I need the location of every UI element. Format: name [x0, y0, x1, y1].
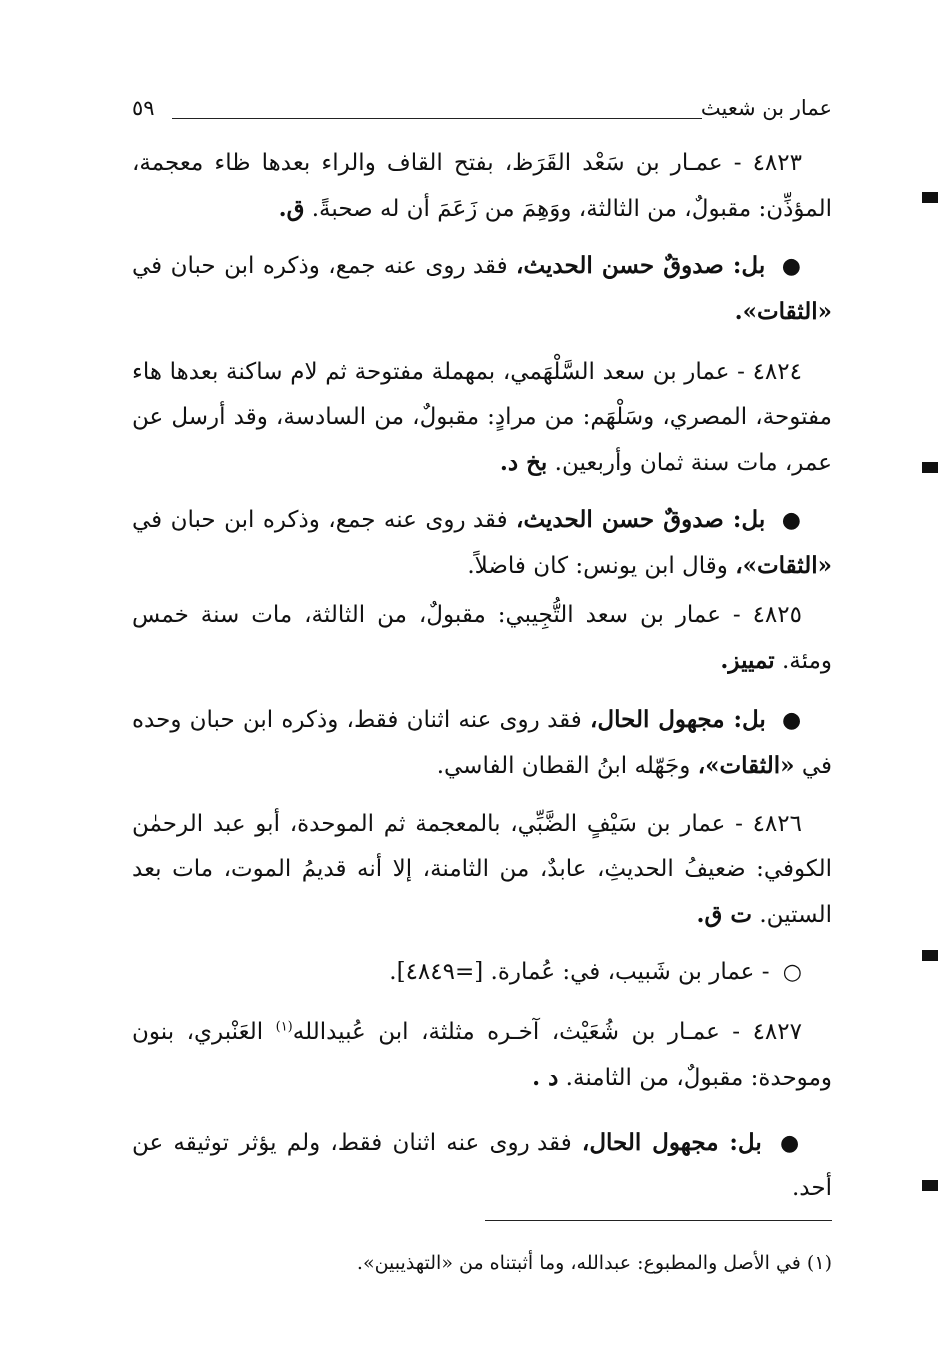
page-header [132, 96, 832, 130]
footnote-reference: (١) [275, 1019, 293, 1035]
entry-4824 [132, 350, 832, 486]
comment-quote: «الثقات»، [697, 752, 795, 779]
comment-verdict: بل: مجهول الحال، [581, 1129, 762, 1156]
entry-4827 [132, 1010, 832, 1101]
page-edge-mark [922, 192, 938, 203]
comment-text: فقد روى عنه اثنان فقط، وذكره ابن حبان وحده في [132, 707, 832, 779]
footnote: (١) في الأصل والمطبوع: عبدالله، وما أثبتناه من «التهذيبين». [356, 1252, 832, 1274]
bullet-icon: ● [781, 708, 802, 733]
entry-siglum: ق. [278, 195, 305, 222]
cross-reference [132, 950, 832, 995]
entry-4825 [132, 593, 832, 684]
bullet-icon: ● [781, 254, 803, 279]
comment-4824 [132, 497, 832, 589]
comment-text: فقد روى عنه جمع، وذكره ابن حبان في [132, 253, 508, 279]
comment-verdict: بل: مجهول الحال، [589, 706, 766, 733]
comment-text: فقد روى عنه اثنان فقط، ولم يؤثر توثيقه عن أحد. [132, 1130, 832, 1201]
entry-text: ٤٨٢٤ - عمار بن سعد السَّلْهَمي، بمهملة مفتوحة ثم لام ساكنة بعدها هاء مفتوحة، المصري، وسَلْهَم: من مرادٍ: مقبولٌ، من السادسة، وقد أرسل عن عمر، مات سنة ثمان وأربعين. [132, 359, 832, 476]
comment-quote: «الثقات»، [735, 552, 832, 579]
bullet-icon: ● [781, 508, 803, 533]
page-edge-mark [922, 1180, 938, 1191]
entry-text: ٤٨٢٣ - عمـار بن سَعْد القَرَظ، بفتح القاف والراء بعدها ظاء معجمة، المؤذِّن: مقبولٌ، من الثالثة، ووَهِمَ من زَعَمَ أن له صحبةً. [132, 150, 832, 222]
entry-4823 [132, 141, 832, 232]
comment-4823 [132, 243, 832, 335]
entry-text: ٤٨٢٧ - عمـار بن شُعَيْث، آخـره مثلثة، ابن عُبيدالله [292, 1019, 802, 1045]
comment-text: فقد روى عنه جمع، وذكره ابن حبان في [132, 507, 508, 533]
circle-icon: ○ [782, 960, 802, 985]
entry-siglum: د . [532, 1064, 559, 1091]
entry-siglum: بخ د. [499, 449, 548, 476]
cross-reference-text: - عمار بن شَبيب، في: عُمارة. [=٤٨٤٩]. [389, 959, 770, 985]
page-number: ٥٩ [132, 96, 155, 120]
bullet-icon: ● [779, 1131, 803, 1156]
entry-siglum: تمييز. [720, 647, 775, 674]
entry-text-continued: العَنْبري، بنون وموحدة: مقبولٌ، من الثامنة. [132, 1019, 832, 1091]
comment-tail: وقال ابن يونس: كان فاضلاً. [467, 553, 728, 579]
comment-tail: وجَهّله ابنُ القطان الفاسي. [436, 753, 691, 779]
header-rule [172, 118, 702, 119]
comment-4825 [132, 697, 832, 789]
comment-quote: «الثقات». [734, 298, 832, 325]
page-edge-mark [922, 950, 938, 961]
comment-verdict: بل: صدوقٌ حسن الحديث، [516, 506, 766, 533]
running-title: عمار بن شعيث [700, 96, 832, 120]
comment-verdict: بل: صدوقٌ حسن الحديث، [516, 252, 766, 279]
entry-siglum: ت ق. [696, 901, 753, 928]
footnote-rule [485, 1220, 832, 1221]
comment-4827 [132, 1120, 832, 1211]
entry-text: ٤٨٢٥ - عمار بن سعد التُّجِيبي: مقبولٌ، من الثالثة، مات سنة خمس ومئة. [132, 602, 832, 674]
page-edge-mark [922, 462, 938, 473]
entry-text: ٤٨٢٦ - عمار بن سَيْفٍ الضَّبِّي، بالمعجمة ثم الموحدة، أبو عبد الرحمٰن الكوفي: ضعيفُ الحديثِ، عابدٌ، من الثامنة، إلا أنه قديمُ الموت، مات بعد الستين. [132, 811, 833, 928]
entry-4826 [132, 802, 832, 938]
